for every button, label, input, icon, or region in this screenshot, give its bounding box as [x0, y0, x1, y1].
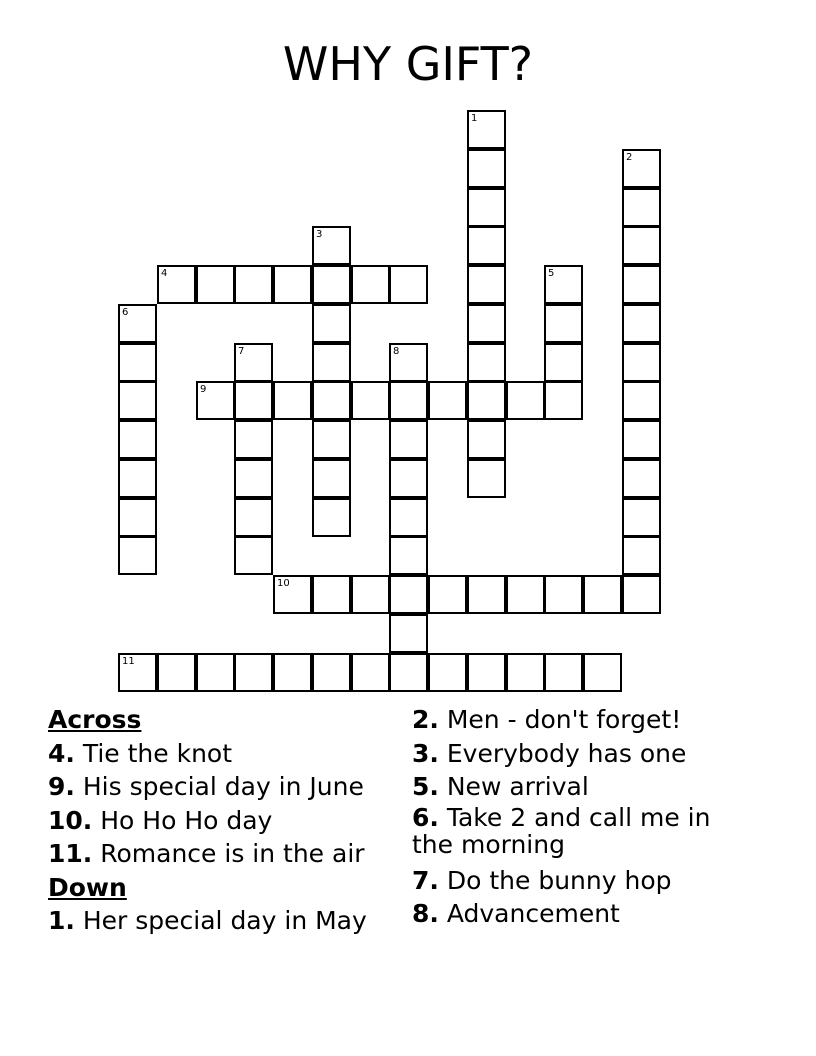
cell-number: 2: [626, 152, 633, 163]
grid-cell[interactable]: [389, 459, 428, 498]
down-clue-1: 1. Her special day in May: [48, 906, 367, 935]
grid-cell[interactable]: [428, 381, 467, 420]
grid-cell[interactable]: [506, 575, 545, 614]
grid-cell[interactable]: [622, 304, 661, 343]
puzzle-title: WHY GIFT?: [282, 37, 534, 91]
grid-cell[interactable]: [467, 575, 506, 614]
grid-cell[interactable]: [157, 265, 196, 304]
grid-cell[interactable]: [312, 304, 351, 343]
grid-cell[interactable]: [389, 381, 428, 420]
grid-cell[interactable]: [312, 381, 351, 420]
grid-cell[interactable]: [428, 575, 467, 614]
grid-cell[interactable]: [389, 420, 428, 459]
cell-number: 11: [122, 656, 135, 667]
grid-cell[interactable]: [118, 343, 157, 382]
grid-cell[interactable]: [118, 498, 157, 537]
grid-cell[interactable]: [622, 226, 661, 265]
cell-number: 8: [393, 346, 400, 357]
grid-cell[interactable]: [622, 575, 661, 614]
grid-cell[interactable]: [234, 265, 273, 304]
down-clue-5: 5. New arrival: [412, 772, 589, 801]
grid-cell[interactable]: [428, 653, 467, 692]
grid-cell[interactable]: [467, 304, 506, 343]
grid-cell[interactable]: [273, 381, 312, 420]
grid-cell[interactable]: [351, 381, 390, 420]
grid-cell[interactable]: [312, 653, 351, 692]
down-clue-3: 3. Everybody has one: [412, 738, 687, 768]
grid-cell[interactable]: [234, 420, 273, 459]
grid-cell[interactable]: [351, 265, 390, 304]
grid-cell[interactable]: [196, 381, 235, 420]
grid-cell[interactable]: [118, 420, 157, 459]
grid-cell[interactable]: [544, 304, 583, 343]
cell-number: 7: [238, 346, 245, 357]
grid-cell[interactable]: [389, 536, 428, 575]
grid-cell[interactable]: [622, 498, 661, 537]
cell-number: 3: [316, 229, 323, 240]
grid-cell[interactable]: [234, 498, 273, 537]
grid-cell[interactable]: [157, 653, 196, 692]
grid-cell[interactable]: [312, 498, 351, 537]
grid-cell[interactable]: [389, 343, 428, 382]
grid-cell[interactable]: [506, 653, 545, 692]
grid-cell[interactable]: [467, 420, 506, 459]
grid-cell[interactable]: [234, 653, 273, 692]
cell-number: 4: [161, 268, 168, 279]
down-clue-7: 7. Do the bunny hop: [412, 865, 672, 895]
cell-number: 10: [277, 578, 290, 589]
grid-cell[interactable]: [467, 110, 506, 149]
cell-number: 9: [200, 384, 207, 395]
grid-cell[interactable]: [234, 536, 273, 575]
grid-cell[interactable]: [389, 575, 428, 614]
grid-cell[interactable]: [389, 498, 428, 537]
down-clue-8: 8. Advancement: [412, 899, 620, 928]
grid-cell[interactable]: [467, 265, 506, 304]
grid-cell[interactable]: [467, 149, 506, 188]
grid-cell[interactable]: [234, 459, 273, 498]
grid-cell[interactable]: [234, 381, 273, 420]
grid-cell[interactable]: [351, 653, 390, 692]
grid-cell[interactable]: [351, 575, 390, 614]
grid-cell[interactable]: [506, 381, 545, 420]
grid-cell[interactable]: [273, 265, 312, 304]
grid-cell[interactable]: [622, 149, 661, 188]
grid-cell[interactable]: [544, 575, 583, 614]
grid-cell[interactable]: [389, 265, 428, 304]
down-heading: Down: [48, 872, 127, 902]
grid-cell[interactable]: [118, 381, 157, 420]
grid-cell[interactable]: [544, 653, 583, 692]
grid-cell[interactable]: [234, 343, 273, 382]
clues-left-column: [48, 703, 388, 938]
grid-cell[interactable]: [544, 381, 583, 420]
grid-cell[interactable]: [196, 265, 235, 304]
down-clue-6: 6. Take 2 and call me in the morning: [412, 802, 711, 859]
grid-cell[interactable]: [312, 459, 351, 498]
grid-cell[interactable]: [273, 653, 312, 692]
grid-cell[interactable]: [118, 536, 157, 575]
grid-cell[interactable]: [622, 265, 661, 304]
grid-cell[interactable]: [583, 575, 622, 614]
grid-cell[interactable]: [467, 653, 506, 692]
grid-cell[interactable]: [583, 653, 622, 692]
grid-cell[interactable]: [467, 343, 506, 382]
grid-cell[interactable]: [312, 226, 351, 265]
cell-number: 6: [122, 307, 129, 318]
grid-cell[interactable]: [467, 226, 506, 265]
grid-cell[interactable]: [622, 420, 661, 459]
across-clue-10: 10. Ho Ho Ho day: [48, 805, 273, 835]
grid-cell[interactable]: [389, 614, 428, 653]
grid-cell[interactable]: [622, 459, 661, 498]
grid-cell[interactable]: [544, 265, 583, 304]
grid-cell[interactable]: [622, 381, 661, 420]
grid-cell[interactable]: [389, 653, 428, 692]
grid-cell[interactable]: [118, 304, 157, 343]
across-clue-4: 4. Tie the knot: [48, 738, 233, 768]
across-clue-9: 9. His special day in June: [48, 772, 364, 801]
grid-cell[interactable]: [118, 653, 157, 692]
across-heading: Across: [48, 705, 142, 734]
grid-cell[interactable]: [544, 343, 583, 382]
grid-cell[interactable]: [312, 420, 351, 459]
grid-cell[interactable]: [467, 381, 506, 420]
grid-cell[interactable]: [273, 575, 312, 614]
grid-cell[interactable]: [622, 188, 661, 227]
grid-cell[interactable]: [467, 459, 506, 498]
grid-cell[interactable]: [622, 343, 661, 382]
grid-cell[interactable]: [118, 459, 157, 498]
clues-right-column: [412, 703, 742, 931]
down-clue-2: 2. Men - don't forget!: [412, 705, 682, 734]
grid-cell[interactable]: [312, 265, 351, 304]
grid-cell[interactable]: [467, 188, 506, 227]
grid-cell[interactable]: [622, 536, 661, 575]
across-clue-11: 11. Romance is in the air: [48, 839, 365, 868]
grid-cell[interactable]: [312, 575, 351, 614]
cell-number: 5: [548, 268, 555, 279]
grid-cell[interactable]: [312, 343, 351, 382]
cell-number: 1: [471, 113, 478, 124]
grid-cell[interactable]: [196, 653, 235, 692]
